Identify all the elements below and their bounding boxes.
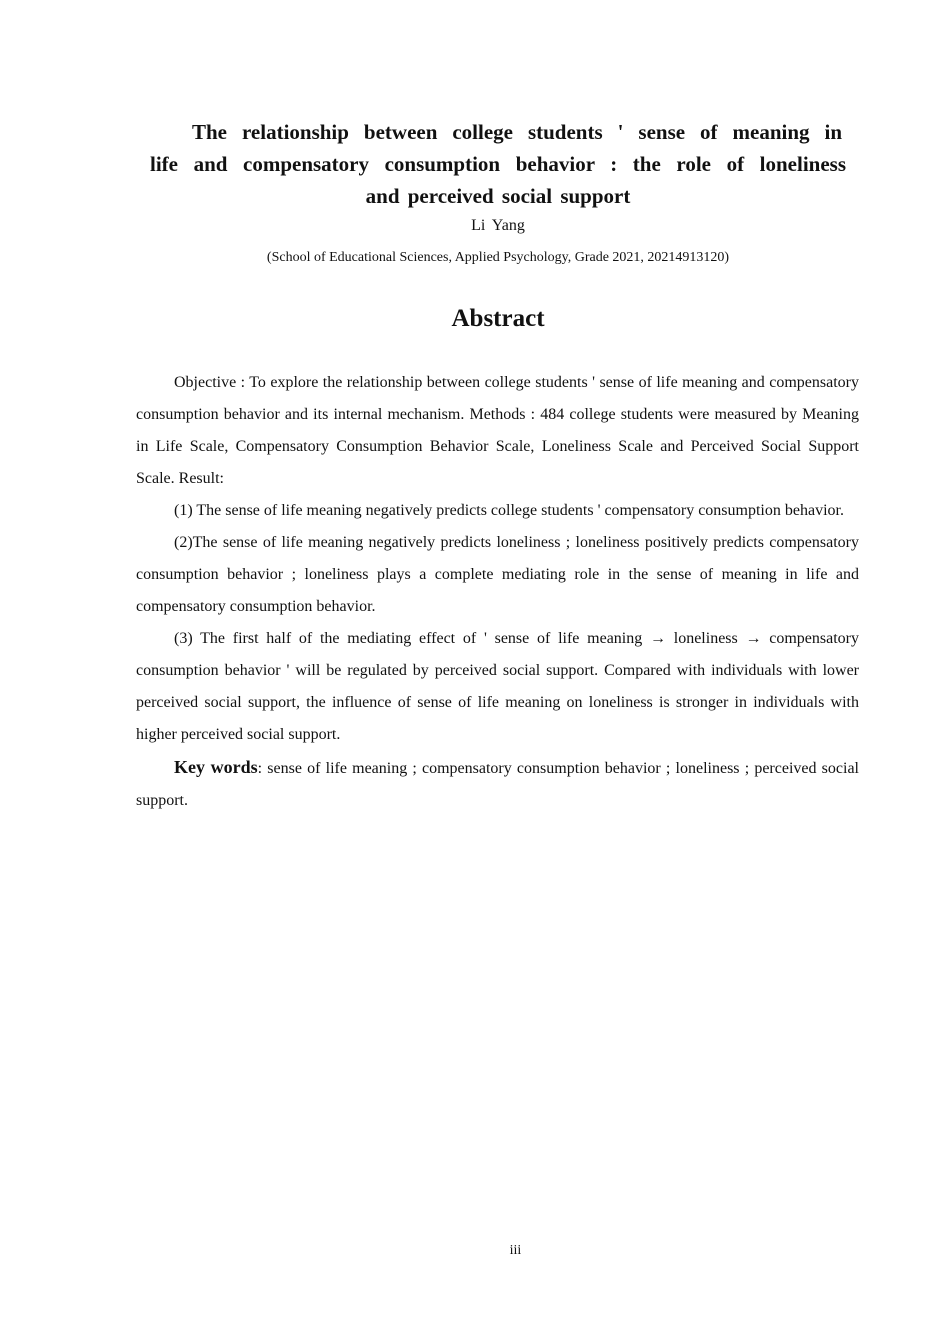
paragraph-result-2: (2)The sense of life meaning negatively predicts loneliness ; loneliness positively predicts compensatory consumption behavior ; loneliness plays a complete mediating role in the sense of meaning in life and compensatory consumption behavior. bbox=[136, 534, 859, 615]
title-line-3: and perceived social support bbox=[365, 184, 631, 208]
abstract-body bbox=[136, 367, 859, 817]
page-number: iii bbox=[509, 1243, 522, 1258]
paper-title bbox=[150, 116, 846, 212]
author-affiliation: (School of Educational Sciences, Applied Psychology, Grade 2021, 20214913120) bbox=[266, 250, 730, 265]
keywords-label: Key words bbox=[174, 757, 258, 777]
abstract-heading: Abstract bbox=[451, 305, 545, 332]
paragraph-objective: Objective : To explore the relationship between college students ' sense of life meaning and compensatory consumption behavior and its internal mechanism. Methods : 484 college students were measured by Meaning in Life Scale, Compensatory Consumption Behavior Scale, Loneliness Scale and Perceived Social Support Scale. Result: bbox=[136, 374, 859, 487]
keywords-paragraph bbox=[136, 751, 859, 817]
paragraph-result-1: (1) The sense of life meaning negatively predicts college students ' compensatory consumption behavior. bbox=[174, 502, 844, 519]
title-line-1: The relationship between college students ' sense of meaning in bbox=[192, 120, 842, 144]
paragraph-result-3: (3) The first half of the mediating effect of ' sense of life meaning → loneliness → compensatory consumption behavior ' will be regulated by perceived social support. Compared with individuals with lower perceived social support, the influence of sense of life meaning on loneliness is stronger in individuals with higher perceived social support. bbox=[136, 630, 859, 743]
title-line-2: life and compensatory consumption behavior : the role of loneliness bbox=[150, 152, 846, 176]
keywords-text: sense of life meaning ; compensatory consumption behavior ; loneliness ; perceived social support. bbox=[136, 760, 859, 809]
keywords-separator: : bbox=[257, 760, 263, 777]
author-name: Li Yang bbox=[471, 217, 525, 234]
